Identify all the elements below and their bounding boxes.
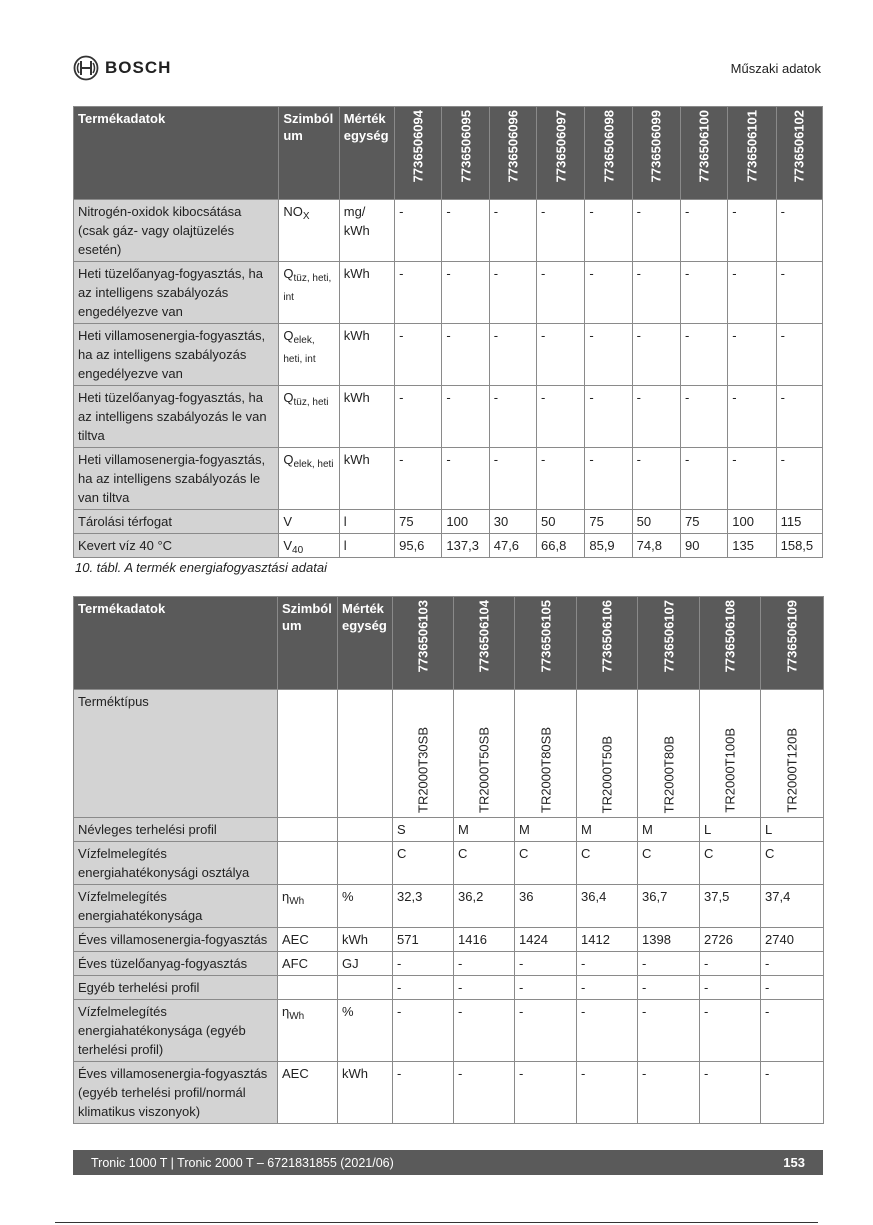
symbol: V: [283, 538, 293, 553]
symbol-cell: [278, 842, 338, 885]
value-cell: -: [515, 976, 577, 1000]
table-row: [74, 818, 824, 842]
unit-cell: l: [339, 534, 394, 558]
product-type-cell: [393, 690, 454, 818]
value-cell: -: [761, 1000, 824, 1062]
value-cell: 571: [393, 928, 454, 952]
row-label: Névleges terhelési profil: [74, 818, 278, 842]
header-article-number: [638, 597, 700, 690]
value-cell: -: [395, 448, 442, 510]
symbol-subscript: X: [302, 211, 310, 222]
value-cell: 36: [515, 885, 577, 928]
value-cell: -: [700, 952, 761, 976]
row-label: Heti tüzelőanyag-fogyasztás, ha az intelligens szabályozás engedélyezve van: [74, 262, 279, 324]
value-cell: C: [700, 842, 761, 885]
value-cell: -: [515, 1000, 577, 1062]
value-cell: -: [728, 448, 776, 510]
value-cell: 50: [632, 510, 680, 534]
header-article-number: [761, 597, 824, 690]
header-article-number: [393, 597, 454, 690]
header-article-number: [728, 107, 776, 200]
value-cell: M: [577, 818, 638, 842]
value-cell: -: [454, 1062, 515, 1124]
table-caption: 10. tábl. A termék energiafogyasztási adatai: [75, 560, 327, 575]
value-cell: -: [515, 952, 577, 976]
table-row: [74, 262, 823, 324]
article-number: 7736506098: [601, 110, 617, 183]
header-article-number: [632, 107, 680, 200]
value-cell: -: [577, 976, 638, 1000]
symbol-cell: [278, 976, 338, 1000]
article-number: 7736506099: [648, 110, 664, 183]
value-cell: 1412: [577, 928, 638, 952]
header-product: Termékadatok: [74, 107, 279, 200]
table-row: [74, 928, 824, 952]
value-cell: -: [680, 448, 727, 510]
product-type: TR2000T50B: [599, 735, 615, 813]
value-cell: -: [632, 262, 680, 324]
unit-cell: %: [338, 1000, 393, 1062]
value-cell: -: [680, 200, 727, 262]
article-number: 7736506102: [791, 110, 807, 183]
value-cell: -: [638, 1062, 700, 1124]
header-article-number: [515, 597, 577, 690]
header-article-number: [442, 107, 489, 200]
value-cell: -: [776, 262, 822, 324]
symbol-subscript: Wh: [289, 896, 305, 907]
article-number: 7736506097: [553, 110, 569, 183]
value-cell: 100: [442, 510, 489, 534]
symbol-cell: [279, 324, 339, 386]
header-article-number: [577, 597, 638, 690]
value-cell: 32,3: [393, 885, 454, 928]
unit-cell: %: [338, 885, 393, 928]
value-cell: -: [442, 262, 489, 324]
symbol-subscript: tüz, heti: [293, 397, 329, 408]
value-cell: -: [632, 386, 680, 448]
footer-doc: Tronic 1000 T | Tronic 2000 T – 6721831855 (2021/06): [91, 1155, 394, 1170]
unit-cell: GJ: [338, 952, 393, 976]
symbol-cell: [279, 262, 339, 324]
symbol-cell: [279, 510, 339, 534]
symbol-cell: [278, 928, 338, 952]
value-cell: 158,5: [776, 534, 822, 558]
value-cell: -: [537, 262, 585, 324]
table-row: [74, 842, 824, 885]
value-cell: -: [454, 976, 515, 1000]
symbol-cell: [278, 818, 338, 842]
value-cell: S: [393, 818, 454, 842]
value-cell: -: [442, 448, 489, 510]
value-cell: 135: [728, 534, 776, 558]
row-label: Vízfelmelegítés energiahatékonysága: [74, 885, 278, 928]
value-cell: -: [537, 324, 585, 386]
brand-name: BOSCH: [105, 58, 172, 77]
value-cell: 95,6: [395, 534, 442, 558]
symbol: AFC: [282, 956, 308, 971]
product-type: TR2000T30SB: [415, 727, 431, 813]
product-type-cell: [761, 690, 824, 818]
value-cell: -: [680, 386, 727, 448]
article-number: 7736506109: [784, 600, 800, 673]
symbol: AEC: [282, 932, 309, 947]
table-row: [74, 885, 824, 928]
header-article-number: [585, 107, 632, 200]
table-row: [74, 976, 824, 1000]
value-cell: -: [489, 324, 536, 386]
product-type-cell: [454, 690, 515, 818]
header-article-number: [680, 107, 727, 200]
footer-bar: [73, 1150, 823, 1175]
value-cell: -: [632, 448, 680, 510]
value-cell: M: [638, 818, 700, 842]
symbol: Q: [283, 390, 294, 405]
value-cell: C: [577, 842, 638, 885]
symbol-cell: [279, 386, 339, 448]
value-cell: L: [700, 818, 761, 842]
symbol: NO: [283, 204, 303, 219]
value-cell: -: [638, 1000, 700, 1062]
product-type: TR2000T100B: [722, 728, 738, 813]
value-cell: 66,8: [537, 534, 585, 558]
value-cell: -: [395, 200, 442, 262]
value-cell: -: [395, 262, 442, 324]
value-cell: C: [515, 842, 577, 885]
symbol-cell: [278, 1062, 338, 1124]
row-label: Heti tüzelőanyag-fogyasztás, ha az intelligens szabályozás le van tiltva: [74, 386, 279, 448]
header-article-number: [700, 597, 761, 690]
value-cell: -: [680, 324, 727, 386]
value-cell: -: [700, 1062, 761, 1124]
table-row: [74, 200, 823, 262]
section-title: Műszaki adatok: [730, 61, 821, 76]
row-label: Heti villamosenergia-fogyasztás, ha az intelligens szabályozás le van tiltva: [74, 448, 279, 510]
page-number: 153: [783, 1155, 805, 1170]
header-article-number: [395, 107, 442, 200]
row-label: Heti villamosenergia-fogyasztás, ha az intelligens szabályozás engedélyezve van: [74, 324, 279, 386]
symbol-cell: [278, 1000, 338, 1062]
value-cell: -: [585, 386, 632, 448]
value-cell: -: [585, 324, 632, 386]
row-label: Éves villamosenergia-fogyasztás: [74, 928, 278, 952]
row-label: Kevert víz 40 °C: [74, 534, 279, 558]
value-cell: -: [728, 262, 776, 324]
bosch-armature-icon: [73, 55, 99, 81]
value-cell: -: [442, 200, 489, 262]
value-cell: 2726: [700, 928, 761, 952]
table-row: [74, 1062, 824, 1124]
symbol: Q: [283, 452, 294, 467]
symbol: η: [282, 1004, 290, 1019]
value-cell: 37,5: [700, 885, 761, 928]
header-product: Termékadatok: [74, 597, 278, 690]
symbol-cell: [278, 952, 338, 976]
table-row: [74, 1000, 824, 1062]
row-label: Terméktípus: [74, 690, 278, 818]
value-cell: -: [776, 200, 822, 262]
unit-cell: l: [339, 510, 394, 534]
value-cell: -: [537, 448, 585, 510]
value-cell: 137,3: [442, 534, 489, 558]
article-number: 7736506100: [696, 110, 712, 183]
unit-cell: kWh: [338, 1062, 393, 1124]
value-cell: -: [761, 952, 824, 976]
value-cell: -: [393, 1062, 454, 1124]
value-cell: -: [776, 324, 822, 386]
value-cell: -: [454, 1000, 515, 1062]
value-cell: 36,4: [577, 885, 638, 928]
header-article-number: [537, 107, 585, 200]
table-row: [74, 510, 823, 534]
unit-cell: mg/ kWh: [339, 200, 394, 262]
value-cell: -: [638, 952, 700, 976]
row-label: Vízfelmelegítés energiahatékonysági osztálya: [74, 842, 278, 885]
table-row: [74, 952, 824, 976]
value-cell: -: [489, 200, 536, 262]
value-cell: -: [442, 324, 489, 386]
symbol-cell: [279, 200, 339, 262]
value-cell: 36,2: [454, 885, 515, 928]
header-article-number: [454, 597, 515, 690]
symbol: AEC: [282, 1066, 309, 1081]
symbol-subscript: 40: [292, 545, 304, 556]
value-cell: -: [393, 1000, 454, 1062]
value-cell: 75: [585, 510, 632, 534]
header-article-number: [776, 107, 822, 200]
symbol: Q: [283, 266, 294, 281]
value-cell: C: [761, 842, 824, 885]
value-cell: -: [728, 324, 776, 386]
energy-consumption-table: [73, 106, 823, 558]
product-type-cell: [700, 690, 761, 818]
divider: [55, 1222, 818, 1223]
value-cell: -: [395, 386, 442, 448]
table-row: [74, 386, 823, 448]
value-cell: -: [728, 200, 776, 262]
value-cell: 100: [728, 510, 776, 534]
unit-cell: kWh: [339, 324, 394, 386]
value-cell: -: [515, 1062, 577, 1124]
value-cell: C: [454, 842, 515, 885]
symbol-cell: [278, 885, 338, 928]
value-cell: -: [632, 324, 680, 386]
value-cell: -: [393, 976, 454, 1000]
article-number: 7736506103: [415, 600, 431, 673]
article-number: 7736506094: [410, 110, 426, 183]
value-cell: -: [761, 1062, 824, 1124]
article-number: 7736506095: [458, 110, 474, 183]
value-cell: 30: [489, 510, 536, 534]
value-cell: -: [632, 200, 680, 262]
header-unit: Mérték egység: [339, 107, 394, 200]
value-cell: -: [489, 448, 536, 510]
value-cell: 1416: [454, 928, 515, 952]
value-cell: -: [577, 1000, 638, 1062]
value-cell: M: [515, 818, 577, 842]
value-cell: -: [585, 262, 632, 324]
value-cell: 75: [395, 510, 442, 534]
value-cell: -: [585, 200, 632, 262]
value-cell: -: [395, 324, 442, 386]
header-unit: Mérték egység: [338, 597, 393, 690]
value-cell: 1424: [515, 928, 577, 952]
product-type-cell: [577, 690, 638, 818]
header-article-number: [489, 107, 536, 200]
article-number: 7736506106: [599, 600, 615, 673]
value-cell: -: [393, 952, 454, 976]
value-cell: 115: [776, 510, 822, 534]
value-cell: 74,8: [632, 534, 680, 558]
table-row: [74, 690, 824, 818]
product-type: TR2000T80B: [661, 735, 676, 813]
value-cell: M: [454, 818, 515, 842]
row-label: Nitrogén-oxidok kibocsátása (csak gáz- vagy olajtüzelés esetén): [74, 200, 279, 262]
product-type: TR2000T50SB: [476, 727, 492, 813]
value-cell: -: [761, 976, 824, 1000]
symbol-cell: [279, 448, 339, 510]
value-cell: -: [585, 448, 632, 510]
article-number: 7736506096: [505, 110, 521, 183]
unit-cell: [338, 818, 393, 842]
row-label: Egyéb terhelési profil: [74, 976, 278, 1000]
product-type-cell: [638, 690, 700, 818]
article-number: 7736506105: [538, 600, 553, 673]
symbol: Q: [283, 328, 294, 343]
value-cell: C: [393, 842, 454, 885]
value-cell: 1398: [638, 928, 700, 952]
header-symbol: Szimból um: [279, 107, 339, 200]
unit-cell: [338, 842, 393, 885]
value-cell: -: [489, 262, 536, 324]
symbol-subscript: tüz, heti, int: [283, 273, 332, 303]
table-row: [74, 324, 823, 386]
unit-cell: kWh: [339, 386, 394, 448]
article-number: 7736506107: [661, 600, 676, 673]
unit-cell: [338, 976, 393, 1000]
unit-cell: [338, 690, 393, 818]
article-number: 7736506104: [476, 600, 492, 673]
symbol-cell: [279, 534, 339, 558]
product-type-cell: [515, 690, 577, 818]
value-cell: -: [489, 386, 536, 448]
value-cell: -: [776, 386, 822, 448]
value-cell: 2740: [761, 928, 824, 952]
value-cell: -: [537, 200, 585, 262]
symbol-cell: [278, 690, 338, 818]
value-cell: -: [700, 1000, 761, 1062]
value-cell: 85,9: [585, 534, 632, 558]
value-cell: -: [700, 976, 761, 1000]
value-cell: -: [728, 386, 776, 448]
value-cell: C: [638, 842, 700, 885]
row-label: Éves villamosenergia-fogyasztás (egyéb terhelési profil/normál klimatikus viszonyok): [74, 1062, 278, 1124]
value-cell: -: [680, 262, 727, 324]
row-label: Éves tüzelőanyag-fogyasztás: [74, 952, 278, 976]
table-row: [74, 448, 823, 510]
value-cell: -: [537, 386, 585, 448]
row-label: Tárolási térfogat: [74, 510, 279, 534]
table-row: [74, 534, 823, 558]
value-cell: -: [776, 448, 822, 510]
value-cell: -: [577, 952, 638, 976]
unit-cell: kWh: [339, 262, 394, 324]
article-number: 7736506101: [744, 110, 760, 183]
article-number: 7736506108: [722, 600, 738, 673]
value-cell: -: [442, 386, 489, 448]
value-cell: 75: [680, 510, 727, 534]
row-label: Vízfelmelegítés energiahatékonysága (egyéb terhelési profil): [74, 1000, 278, 1062]
value-cell: -: [638, 976, 700, 1000]
product-type: TR2000T120B: [784, 728, 800, 813]
symbol: V: [283, 514, 293, 529]
symbol: η: [282, 889, 290, 904]
product-type: TR2000T80SB: [538, 727, 553, 813]
unit-cell: kWh: [338, 928, 393, 952]
symbol-subscript: elek, heti: [293, 459, 334, 470]
symbol-subscript: Wh: [289, 1011, 305, 1022]
product-data-table: [73, 596, 824, 1124]
unit-cell: kWh: [339, 448, 394, 510]
bosch-logo: [73, 55, 171, 81]
header-symbol: Szimból um: [278, 597, 338, 690]
value-cell: 36,7: [638, 885, 700, 928]
value-cell: -: [577, 1062, 638, 1124]
value-cell: 37,4: [761, 885, 824, 928]
value-cell: 47,6: [489, 534, 536, 558]
value-cell: 90: [680, 534, 727, 558]
symbol-subscript: elek, heti, int: [283, 335, 316, 365]
value-cell: -: [454, 952, 515, 976]
value-cell: L: [761, 818, 824, 842]
value-cell: 50: [537, 510, 585, 534]
